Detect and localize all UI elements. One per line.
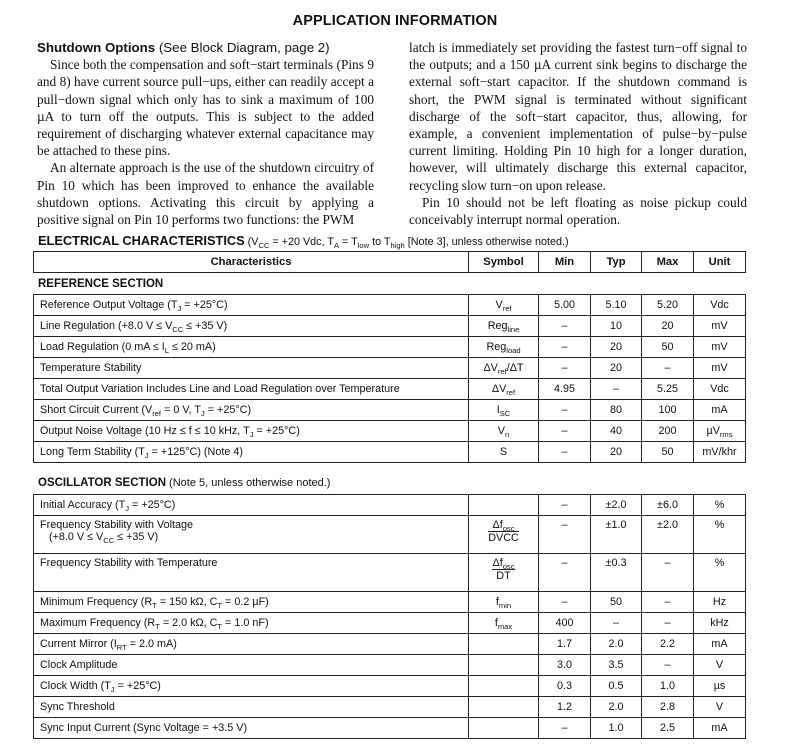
cond-sub: CC bbox=[258, 241, 270, 250]
oscillator-section-table bbox=[33, 494, 746, 739]
unit-text: kHz bbox=[710, 617, 729, 629]
unit-text: V bbox=[715, 659, 724, 671]
cell-symbol bbox=[469, 358, 539, 379]
cond-text: = +20 Vdc, T bbox=[269, 236, 334, 248]
table-row bbox=[34, 337, 746, 358]
header-row bbox=[34, 252, 746, 273]
cell-unit bbox=[694, 634, 746, 655]
cell-characteristic bbox=[34, 592, 469, 613]
cell-max: 2.8 bbox=[642, 697, 694, 718]
cell-min: – bbox=[539, 421, 591, 442]
cell-max: 2.5 bbox=[642, 718, 694, 739]
cell-max: 50 bbox=[642, 442, 694, 463]
cell-max: – bbox=[642, 554, 694, 592]
cond-text: [Note 3], unless otherwise noted.) bbox=[404, 236, 569, 248]
cell-min: – bbox=[539, 495, 591, 516]
sym-sub: ref bbox=[506, 388, 516, 397]
char-sub: J bbox=[249, 430, 254, 439]
sym-sub: load bbox=[506, 346, 521, 355]
cell-unit bbox=[694, 295, 746, 316]
cell-max: 50 bbox=[642, 337, 694, 358]
cell-unit bbox=[694, 442, 746, 463]
cell-symbol bbox=[469, 655, 539, 676]
table-row bbox=[34, 592, 746, 613]
cell-unit bbox=[694, 337, 746, 358]
unit-text: Vdc bbox=[710, 383, 729, 395]
cell-unit bbox=[694, 516, 746, 554]
cell-max: ±2.0 bbox=[642, 516, 694, 554]
fraction-numerator bbox=[488, 519, 519, 532]
unit-text: % bbox=[714, 519, 725, 531]
table-row bbox=[34, 495, 746, 516]
cell-min: – bbox=[539, 358, 591, 379]
table-row bbox=[34, 295, 746, 316]
sym-text: f bbox=[494, 617, 498, 629]
char-sub: ref bbox=[152, 409, 162, 418]
unit-text: % bbox=[714, 499, 725, 511]
char-sub: T bbox=[217, 622, 223, 631]
header-unit: Unit bbox=[694, 252, 746, 273]
cell-max: – bbox=[642, 655, 694, 676]
char-line2-text: (+8.0 V ≤ V bbox=[49, 531, 104, 543]
cell-characteristic bbox=[34, 337, 469, 358]
cell-typ: 10 bbox=[591, 316, 642, 337]
cell-symbol bbox=[469, 634, 539, 655]
cell-characteristic bbox=[34, 655, 469, 676]
header-min: Min bbox=[539, 252, 591, 273]
cell-unit bbox=[694, 697, 746, 718]
cell-min: 0.3 bbox=[539, 676, 591, 697]
header-symbol: Symbol bbox=[469, 252, 539, 273]
reference-section-label bbox=[38, 278, 163, 290]
char-text: Long Term Stability (T bbox=[40, 446, 145, 458]
cell-characteristic bbox=[34, 316, 469, 337]
cell-max: 100 bbox=[642, 400, 694, 421]
char-text: Frequency Stability with Voltage bbox=[40, 519, 194, 531]
section-label-text: REFERENCE SECTION bbox=[38, 278, 164, 290]
cell-unit bbox=[694, 316, 746, 337]
sym-text: Reg bbox=[487, 320, 508, 332]
cell-max: 2.2 bbox=[642, 634, 694, 655]
cell-typ: ±0.3 bbox=[591, 554, 642, 592]
unit-text: Hz bbox=[712, 596, 727, 608]
cell-characteristic bbox=[34, 495, 469, 516]
table-row bbox=[34, 718, 746, 739]
cell-symbol bbox=[469, 697, 539, 718]
table-row bbox=[34, 316, 746, 337]
sym-sub: min bbox=[498, 601, 512, 610]
char-text: Clock Width (T bbox=[40, 680, 111, 692]
cell-characteristic bbox=[34, 400, 469, 421]
char-text: = 150 kΩ, C bbox=[156, 596, 218, 608]
cell-unit bbox=[694, 495, 746, 516]
cell-typ: 20 bbox=[591, 358, 642, 379]
char-text: Total Output Variation Includes Line and Load Regulation over Temperature bbox=[40, 383, 400, 395]
sym-sub: osc bbox=[502, 562, 515, 571]
header-typ: Typ bbox=[591, 252, 642, 273]
cell-symbol bbox=[469, 676, 539, 697]
cell-max: 20 bbox=[642, 316, 694, 337]
char-sub: J bbox=[144, 451, 149, 460]
char-text: = +25°C) bbox=[181, 299, 228, 311]
table-row bbox=[34, 379, 746, 400]
char-sub: T bbox=[152, 601, 157, 610]
unit-text: µV bbox=[706, 425, 720, 437]
unit-text: mV bbox=[711, 341, 728, 353]
header-max: Max bbox=[642, 252, 694, 273]
cell-unit bbox=[694, 718, 746, 739]
cell-max: – bbox=[642, 613, 694, 634]
unit-text: mA bbox=[711, 722, 728, 734]
char-text: Clock Amplitude bbox=[40, 659, 118, 671]
fraction-numerator bbox=[492, 557, 516, 570]
fraction-denominator: DT bbox=[496, 570, 511, 582]
sym-text: ΔV bbox=[491, 383, 507, 395]
cell-min: – bbox=[539, 718, 591, 739]
char-sub: J bbox=[200, 409, 205, 418]
sym-sub: ref bbox=[502, 304, 512, 313]
char-text: = +25°C) bbox=[128, 499, 176, 511]
cell-characteristic bbox=[34, 676, 469, 697]
char-line2-text: ≤ +35 V) bbox=[114, 531, 159, 543]
paragraph: An alternate approach is the use of the shutdown circuitry of Pin 10 which has been improved to enhance the available shutdown options. Activating this circuit by applying a positive signal on Pin 10 performs two functions: the PWM bbox=[37, 160, 374, 228]
cell-min: 1.7 bbox=[539, 634, 591, 655]
char-text: = +25°C) bbox=[114, 680, 161, 692]
cell-symbol bbox=[469, 421, 539, 442]
sym-text: Reg bbox=[486, 341, 507, 353]
char-text: = +25°C) bbox=[204, 404, 252, 416]
fraction-symbol bbox=[488, 519, 519, 544]
char-text: = 1.0 nF) bbox=[222, 617, 269, 629]
page-title: APPLICATION INFORMATION bbox=[292, 13, 498, 29]
cond-text: to T bbox=[369, 236, 391, 248]
cell-typ: – bbox=[591, 379, 642, 400]
sym-sub: max bbox=[497, 622, 513, 631]
cell-unit bbox=[694, 379, 746, 400]
cell-characteristic bbox=[34, 358, 469, 379]
char-sub: RT bbox=[116, 643, 127, 652]
char-text: = 0 V, T bbox=[161, 404, 201, 416]
paragraph: Pin 10 should not be left floating as noise pickup could conceivably interrupt normal operation. bbox=[409, 194, 747, 228]
sym-text: S bbox=[499, 446, 508, 458]
char-text: = +125°C) (Note 4) bbox=[148, 446, 243, 458]
cell-symbol bbox=[469, 316, 539, 337]
char-text: = 2.0 mA) bbox=[126, 638, 177, 650]
cell-characteristic bbox=[34, 697, 469, 718]
cell-characteristic bbox=[34, 379, 469, 400]
cell-typ: 3.5 bbox=[591, 655, 642, 676]
electrical-characteristics-title bbox=[38, 233, 569, 248]
sym-text: V bbox=[497, 425, 505, 437]
char-text: Load Regulation (0 mA ≤ I bbox=[40, 341, 165, 353]
cell-symbol bbox=[469, 295, 539, 316]
char-text: ≤ 20 mA) bbox=[168, 341, 216, 353]
char-sub: T bbox=[155, 622, 160, 631]
section-heading-shutdown bbox=[37, 39, 374, 56]
oscillator-section-label bbox=[38, 477, 330, 489]
sym-sub: n bbox=[505, 430, 510, 439]
cell-max: 5.20 bbox=[642, 295, 694, 316]
cell-max: – bbox=[642, 592, 694, 613]
char-text: = +25°C) bbox=[253, 425, 300, 437]
cell-typ: 0.5 bbox=[591, 676, 642, 697]
cell-min: – bbox=[539, 337, 591, 358]
cell-typ: 20 bbox=[591, 442, 642, 463]
sym-text: ΔV bbox=[483, 362, 498, 374]
cell-min: – bbox=[539, 554, 591, 592]
unit-text: % bbox=[714, 557, 725, 569]
unit-text: mV bbox=[711, 362, 728, 374]
cell-typ: 1.0 bbox=[591, 718, 642, 739]
cell-min: – bbox=[539, 316, 591, 337]
heading-bold: Shutdown Options bbox=[37, 40, 156, 55]
table-row bbox=[34, 358, 746, 379]
cell-max: – bbox=[642, 358, 694, 379]
cell-typ: 50 bbox=[591, 592, 642, 613]
unit-text: µs bbox=[713, 680, 726, 692]
char-text: Current Mirror (I bbox=[40, 638, 117, 650]
cell-min: 4.95 bbox=[539, 379, 591, 400]
cell-typ: ±2.0 bbox=[591, 495, 642, 516]
cell-symbol bbox=[469, 495, 539, 516]
cell-characteristic bbox=[34, 295, 469, 316]
cell-typ: 40 bbox=[591, 421, 642, 442]
unit-text: Vdc bbox=[710, 299, 729, 311]
ec-title-bold: ELECTRICAL CHARACTERISTICS bbox=[38, 233, 245, 248]
unit-text: mA bbox=[711, 404, 728, 416]
cell-symbol bbox=[469, 516, 539, 554]
cell-characteristic bbox=[34, 421, 469, 442]
right-text-column bbox=[409, 39, 747, 228]
char-text: Sync Threshold bbox=[40, 701, 115, 713]
char-text: ≤ +35 V) bbox=[183, 320, 228, 332]
cell-symbol bbox=[469, 400, 539, 421]
cell-characteristic bbox=[34, 718, 469, 739]
cell-typ: 5.10 bbox=[591, 295, 642, 316]
cell-min: 3.0 bbox=[539, 655, 591, 676]
cell-characteristic bbox=[34, 634, 469, 655]
char-text: Temperature Stability bbox=[40, 362, 142, 374]
char-sub: J bbox=[110, 685, 115, 694]
unit-text: mA bbox=[711, 638, 728, 650]
cell-unit bbox=[694, 421, 746, 442]
sym-sub: line bbox=[507, 325, 520, 334]
char-line2-sub: CC bbox=[103, 536, 115, 545]
cell-unit bbox=[694, 554, 746, 592]
cell-characteristic bbox=[34, 442, 469, 463]
table-row bbox=[34, 421, 746, 442]
cell-min: 1.2 bbox=[539, 697, 591, 718]
cell-typ: ±1.0 bbox=[591, 516, 642, 554]
cell-max: 1.0 bbox=[642, 676, 694, 697]
char-text: Minimum Frequency (R bbox=[40, 596, 153, 608]
char-text: = 0.2 µF) bbox=[222, 596, 269, 608]
table-row bbox=[34, 676, 746, 697]
cell-min: – bbox=[539, 400, 591, 421]
char-text: Short Circuit Current (V bbox=[40, 404, 153, 416]
table-header bbox=[33, 251, 746, 273]
sym-sub: osc bbox=[502, 524, 515, 533]
cell-min: – bbox=[539, 442, 591, 463]
cell-characteristic bbox=[34, 554, 469, 592]
char-text: Frequency Stability with Temperature bbox=[40, 557, 218, 569]
char-sub: CC bbox=[172, 325, 184, 334]
char-text: Initial Accuracy (T bbox=[40, 499, 126, 511]
char-text: Output Noise Voltage (10 Hz ≤ f ≤ 10 kHz, T bbox=[40, 425, 250, 437]
char-text: = 2.0 kΩ, C bbox=[159, 617, 218, 629]
char-sub: T bbox=[217, 601, 223, 610]
cell-unit bbox=[694, 676, 746, 697]
paragraph: latch is immediately set providing the fastest turn−off signal to the outputs; and a 150 µA current sink begins to discharge the external soft−start capacitor. If the shutdown command is short, the PWM signal is terminated without significant discharge of the soft−start capacitor, thus, allowing, for example, a convenient implementation of pulse−by−pulse current limiting. Holding Pin 10 high for a longer duration, however, will ultimately discharge this external capacitor, recycling slow turn−on upon release. bbox=[409, 40, 747, 193]
sym-text: /ΔT bbox=[506, 362, 524, 374]
cell-symbol bbox=[469, 718, 539, 739]
reference-section-table bbox=[33, 294, 746, 463]
char-text: Line Regulation (+8.0 V ≤ V bbox=[40, 320, 173, 332]
fraction-denominator: DVCC bbox=[488, 532, 519, 544]
cell-min: – bbox=[539, 516, 591, 554]
char-sub: J bbox=[125, 504, 129, 513]
cond-text: = T bbox=[339, 236, 358, 248]
cell-typ: 80 bbox=[591, 400, 642, 421]
cond-text: (V bbox=[244, 236, 259, 248]
table-row bbox=[34, 442, 746, 463]
cell-min: 5.00 bbox=[539, 295, 591, 316]
cell-min: 400 bbox=[539, 613, 591, 634]
cell-typ: 2.0 bbox=[591, 697, 642, 718]
header-characteristics: Characteristics bbox=[34, 252, 469, 273]
heading-rest: (See Block Diagram, page 2) bbox=[155, 40, 330, 55]
cell-unit bbox=[694, 592, 746, 613]
table-row bbox=[34, 554, 746, 592]
sym-text: Δf bbox=[492, 557, 503, 569]
sym-sub: ref bbox=[497, 367, 507, 376]
cell-symbol bbox=[469, 613, 539, 634]
section-label-note: (Note 5, unless otherwise noted.) bbox=[166, 477, 331, 489]
table-row bbox=[34, 613, 746, 634]
indent bbox=[40, 531, 49, 543]
sym-text: V bbox=[495, 299, 503, 311]
char-text: Reference Output Voltage (T bbox=[40, 299, 178, 311]
cell-symbol bbox=[469, 379, 539, 400]
paragraph: Since both the compensation and soft−start terminals (Pins 9 and 8) have current source pull−ups, either can readily accept a pull−down signal which only has to sink a maximum of 100 µA to turn off the outputs. This is subject to the added requirement of discharging whatever external capacitance may be attached to these pins. bbox=[37, 57, 374, 159]
cell-max: 5.25 bbox=[642, 379, 694, 400]
cell-characteristic bbox=[34, 613, 469, 634]
cell-unit bbox=[694, 400, 746, 421]
fraction-symbol bbox=[492, 557, 516, 582]
cell-characteristic bbox=[34, 516, 469, 554]
table-row bbox=[34, 634, 746, 655]
char-sub: L bbox=[164, 346, 169, 355]
cell-symbol bbox=[469, 337, 539, 358]
section-label-text: OSCILLATOR SECTION bbox=[38, 477, 166, 489]
cell-typ: 2.0 bbox=[591, 634, 642, 655]
sym-sub: SC bbox=[499, 409, 511, 418]
table-row bbox=[34, 516, 746, 554]
cell-typ: 20 bbox=[591, 337, 642, 358]
sym-text: f bbox=[495, 596, 499, 608]
cell-symbol bbox=[469, 554, 539, 592]
unit-text: mV/khr bbox=[702, 446, 737, 458]
cell-max: ±6.0 bbox=[642, 495, 694, 516]
cell-max: 200 bbox=[642, 421, 694, 442]
unit-sub: rms bbox=[719, 430, 733, 439]
cell-symbol bbox=[469, 592, 539, 613]
cell-min: – bbox=[539, 592, 591, 613]
table-row bbox=[34, 655, 746, 676]
cell-symbol bbox=[469, 442, 539, 463]
unit-text: V bbox=[715, 701, 724, 713]
char-text: Maximum Frequency (R bbox=[40, 617, 156, 629]
table-row bbox=[34, 697, 746, 718]
char-sub: J bbox=[177, 304, 182, 313]
cell-unit bbox=[694, 613, 746, 634]
sym-text: Δf bbox=[492, 519, 503, 531]
char-text: Sync Input Current (Sync Voltage = +3.5 V) bbox=[40, 722, 248, 734]
cell-unit bbox=[694, 358, 746, 379]
left-text-column bbox=[37, 39, 374, 228]
unit-text: mV bbox=[711, 320, 728, 332]
cond-sub: A bbox=[333, 241, 340, 250]
table-row bbox=[34, 400, 746, 421]
cond-sub: low bbox=[357, 241, 370, 250]
sym-text: I bbox=[496, 404, 500, 416]
cell-typ: – bbox=[591, 613, 642, 634]
cond-sub: high bbox=[390, 241, 405, 250]
cell-unit bbox=[694, 655, 746, 676]
